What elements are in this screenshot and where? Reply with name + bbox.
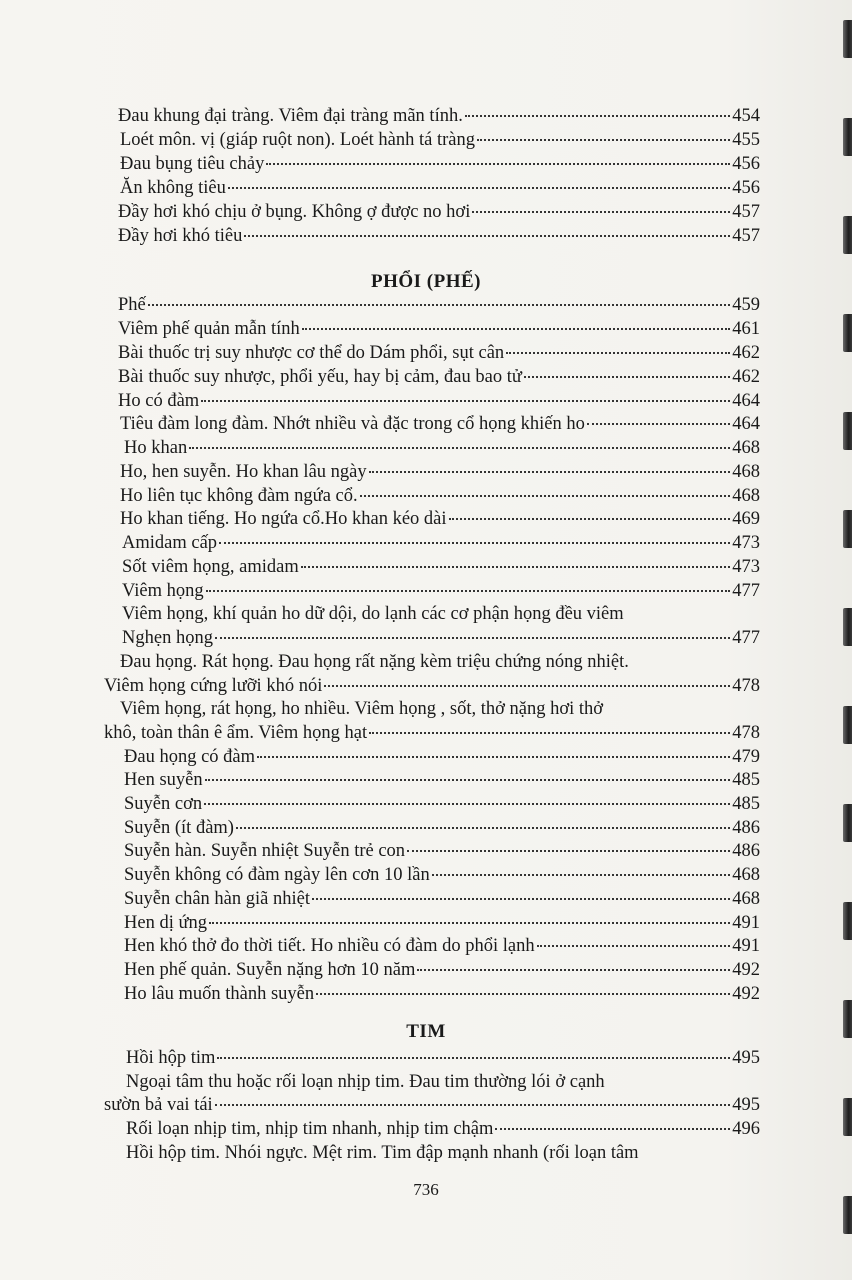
- entry-title: Ho lâu muốn thành suyễn: [124, 984, 315, 1004]
- entry-title: Đầy hơi khó chịu ở bụng. Không ợ được no hơi: [118, 202, 471, 222]
- entry-title: khô, toàn thân ê ẩm. Viêm họng hạt: [104, 723, 368, 743]
- entry-page-number: 486: [732, 841, 760, 861]
- entry-title: Đau khung đại tràng. Viêm đại tràng mãn tính.: [118, 106, 463, 126]
- entry-title: Ho liên tục không đàm ngứa cổ.: [120, 486, 358, 506]
- toc-entry[interactable]: [124, 437, 760, 459]
- entry-title: Hen phế quản. Suyễn nặng hơn 10 năm: [124, 960, 416, 980]
- entry-page-number: 495: [732, 1095, 760, 1115]
- dot-leader: [257, 756, 730, 758]
- toc-entry-line: Đau họng. Rát họng. Đau họng rất nặng kèm triệu chứng nóng nhiệt.: [120, 652, 629, 672]
- entry-title: Viêm họng cứng lưỡi khó nói: [104, 676, 323, 696]
- entry-title: Tiêu đàm long đàm. Nhớt nhiều và đặc trong cổ họng khiến ho: [120, 414, 585, 434]
- toc-entry[interactable]: [124, 959, 760, 981]
- entry-title: Suyễn (ít đàm): [124, 818, 234, 838]
- dot-leader: [205, 779, 731, 781]
- spiral-binding: [836, 0, 852, 1280]
- entry-title: Amidam cấp: [122, 533, 218, 553]
- entry-page-number: 468: [732, 486, 760, 506]
- entry-title: Viêm họng: [122, 581, 204, 601]
- dot-leader: [148, 304, 731, 306]
- dot-leader: [449, 518, 731, 520]
- toc-entry[interactable]: [124, 817, 760, 839]
- entry-page-number: 477: [732, 628, 760, 648]
- entry-title: Ăn không tiêu: [120, 178, 226, 198]
- entry-page-number: 478: [732, 676, 760, 696]
- entry-title: Suyễn cơn: [124, 794, 203, 814]
- toc-entry[interactable]: [118, 294, 760, 316]
- entry-title: Suyễn không có đàm ngày lên cơn 10 lần: [124, 865, 430, 885]
- entry-title: Sốt viêm họng, amidam: [122, 557, 299, 577]
- toc-entry[interactable]: [122, 532, 760, 554]
- section-heading: PHỔI (PHẾ): [370, 271, 482, 292]
- dot-leader: [477, 139, 730, 141]
- toc-entry[interactable]: [118, 318, 760, 340]
- entry-title: Hen khó thở đo thời tiết. Ho nhiều có đàm do phổi lạnh: [124, 936, 535, 956]
- toc-entry[interactable]: [124, 912, 760, 934]
- entry-page-number: 454: [732, 106, 760, 126]
- entry-page-number: 464: [732, 391, 760, 411]
- entry-title: Suyễn hàn. Suyễn nhiệt Suyễn trẻ con: [124, 841, 406, 861]
- toc-entry[interactable]: [124, 793, 760, 815]
- dot-leader: [465, 115, 730, 117]
- entry-page-number: 468: [732, 889, 760, 909]
- entry-page-number: 455: [732, 130, 760, 150]
- entry-title: Đau họng có đàm: [124, 747, 256, 767]
- entry-page-number: 485: [732, 770, 760, 790]
- dot-leader: [369, 732, 730, 734]
- entry-page-number: 478: [732, 723, 760, 743]
- entry-title: Nghẹn họng: [122, 628, 213, 648]
- toc-entry[interactable]: [120, 461, 760, 483]
- toc-entry[interactable]: [120, 508, 760, 530]
- entry-page-number: 457: [732, 226, 760, 246]
- dot-leader: [228, 187, 730, 189]
- dot-leader: [587, 423, 730, 425]
- dot-leader: [360, 495, 731, 497]
- dot-leader: [244, 235, 730, 237]
- dot-leader: [524, 376, 730, 378]
- entry-page-number: 462: [732, 367, 760, 387]
- dot-leader: [215, 1104, 731, 1106]
- entry-page-number: 457: [732, 202, 760, 222]
- toc-entry[interactable]: [118, 390, 760, 412]
- entry-page-number: 462: [732, 343, 760, 363]
- entry-page-number: 461: [732, 319, 760, 339]
- toc-entry[interactable]: [118, 342, 760, 364]
- dot-leader: [217, 1057, 730, 1059]
- entry-title: Bài thuốc suy nhược, phổi yếu, hay bị cảm, đau bao tử: [118, 367, 522, 387]
- entry-page-number: 464: [732, 414, 760, 434]
- entry-page-number: 468: [732, 865, 760, 885]
- entry-title: Suyễn chân hàn giã nhiệt: [124, 889, 310, 909]
- dot-leader: [209, 922, 730, 924]
- entry-page-number: 495: [732, 1048, 760, 1068]
- entry-title: Ho khan tiếng. Ho ngứa cổ.Ho khan kéo dài: [120, 509, 447, 529]
- entry-title: Viêm phế quản mẫn tính: [118, 319, 300, 339]
- entry-title: Ho có đàm: [118, 391, 200, 411]
- dot-leader: [316, 993, 730, 995]
- toc-entry[interactable]: [126, 1118, 760, 1140]
- dot-leader: [472, 211, 730, 213]
- dot-leader: [417, 969, 730, 971]
- entry-page-number: 491: [732, 936, 760, 956]
- dot-leader: [206, 590, 731, 592]
- entry-title: Hồi hộp tim: [126, 1048, 216, 1068]
- toc-entry[interactable]: [104, 722, 760, 744]
- toc-entry[interactable]: [120, 153, 760, 175]
- entry-title: Rối loạn nhịp tim, nhịp tim nhanh, nhịp tim chậm: [126, 1119, 494, 1139]
- toc-entry[interactable]: [118, 225, 760, 247]
- entry-page-number: 473: [732, 533, 760, 553]
- toc-entry[interactable]: [124, 935, 760, 957]
- toc-entry-line: Hồi hộp tim. Nhói ngực. Mệt rim. Tim đập mạnh nhanh (rối loạn tâm: [126, 1143, 639, 1163]
- toc-entry[interactable]: [124, 746, 760, 768]
- page-number: 736: [413, 1180, 439, 1199]
- entry-title: Ho khan: [124, 438, 188, 458]
- toc-entry[interactable]: [122, 627, 760, 649]
- toc-entry[interactable]: [118, 201, 760, 223]
- entry-page-number: 456: [732, 178, 760, 198]
- toc-entry[interactable]: [122, 580, 760, 602]
- toc-entry[interactable]: [104, 675, 760, 697]
- dot-leader: [537, 945, 731, 947]
- toc-entry[interactable]: [120, 177, 760, 199]
- entry-page-number: 468: [732, 462, 760, 482]
- toc-entry[interactable]: [124, 769, 760, 791]
- entry-title: Đau bụng tiêu chảy: [120, 154, 265, 174]
- dot-leader: [204, 803, 730, 805]
- toc-entry-line: Viêm họng, khí quản ho dữ dội, do lạnh các cơ phận họng đều viêm: [122, 604, 624, 624]
- dot-leader: [495, 1128, 730, 1130]
- toc-entry[interactable]: [124, 888, 760, 910]
- toc-entry[interactable]: [104, 1094, 760, 1116]
- dot-leader: [236, 827, 730, 829]
- toc-entry-line: Ngoại tâm thu hoặc rối loạn nhịp tim. Đau tim thường lói ở cạnh: [126, 1072, 605, 1092]
- dot-leader: [302, 328, 730, 330]
- entry-page-number: 468: [732, 438, 760, 458]
- section-heading: TIM: [406, 1021, 446, 1042]
- dot-leader: [432, 874, 731, 876]
- entry-page-number: 479: [732, 747, 760, 767]
- dot-leader: [266, 163, 730, 165]
- entry-page-number: 469: [732, 509, 760, 529]
- dot-leader: [215, 637, 730, 639]
- entry-title: Bài thuốc trị suy nhược cơ thể do Dám phổi, sụt cân: [118, 343, 505, 363]
- entry-title: Hen dị ứng: [124, 913, 207, 933]
- entry-page-number: 459: [732, 295, 760, 315]
- entry-page-number: 485: [732, 794, 760, 814]
- toc-entry[interactable]: [124, 983, 760, 1005]
- dot-leader: [324, 685, 730, 687]
- entry-page-number: 477: [732, 581, 760, 601]
- entry-page-number: 473: [732, 557, 760, 577]
- entry-title: Hen suyễn: [124, 770, 203, 790]
- dot-leader: [219, 542, 730, 544]
- dot-leader: [407, 850, 730, 852]
- dot-leader: [369, 471, 731, 473]
- toc-entry[interactable]: [126, 1047, 760, 1069]
- dot-leader: [506, 352, 730, 354]
- toc-entry[interactable]: [124, 840, 760, 862]
- toc-entry-line: Viêm họng, rát họng, ho nhiều. Viêm họng , sốt, thở nặng hơi thở: [120, 699, 604, 719]
- entry-page-number: 492: [732, 984, 760, 1004]
- toc-entry[interactable]: [120, 485, 760, 507]
- entry-page-number: 496: [732, 1119, 760, 1139]
- toc-entry[interactable]: [120, 413, 760, 435]
- dot-leader: [189, 447, 730, 449]
- toc-entry[interactable]: [120, 129, 760, 151]
- entry-title: sườn bả vai tái: [104, 1095, 213, 1115]
- entry-title: Phế: [118, 295, 146, 315]
- entry-page-number: 486: [732, 818, 760, 838]
- entry-title: Loét môn. vị (giáp ruột non). Loét hành tá tràng: [120, 130, 476, 150]
- dot-leader: [312, 898, 730, 900]
- entry-title: Đầy hơi khó tiêu: [118, 226, 243, 246]
- entry-page-number: 456: [732, 154, 760, 174]
- entry-page-number: 492: [732, 960, 760, 980]
- toc-entry[interactable]: [122, 556, 760, 578]
- entry-title: Ho, hen suyễn. Ho khan lâu ngày: [120, 462, 367, 482]
- toc-entry[interactable]: [118, 366, 760, 388]
- toc-entry[interactable]: [118, 105, 760, 127]
- dot-leader: [301, 566, 730, 568]
- entry-page-number: 491: [732, 913, 760, 933]
- dot-leader: [201, 400, 730, 402]
- toc-entry[interactable]: [124, 864, 760, 886]
